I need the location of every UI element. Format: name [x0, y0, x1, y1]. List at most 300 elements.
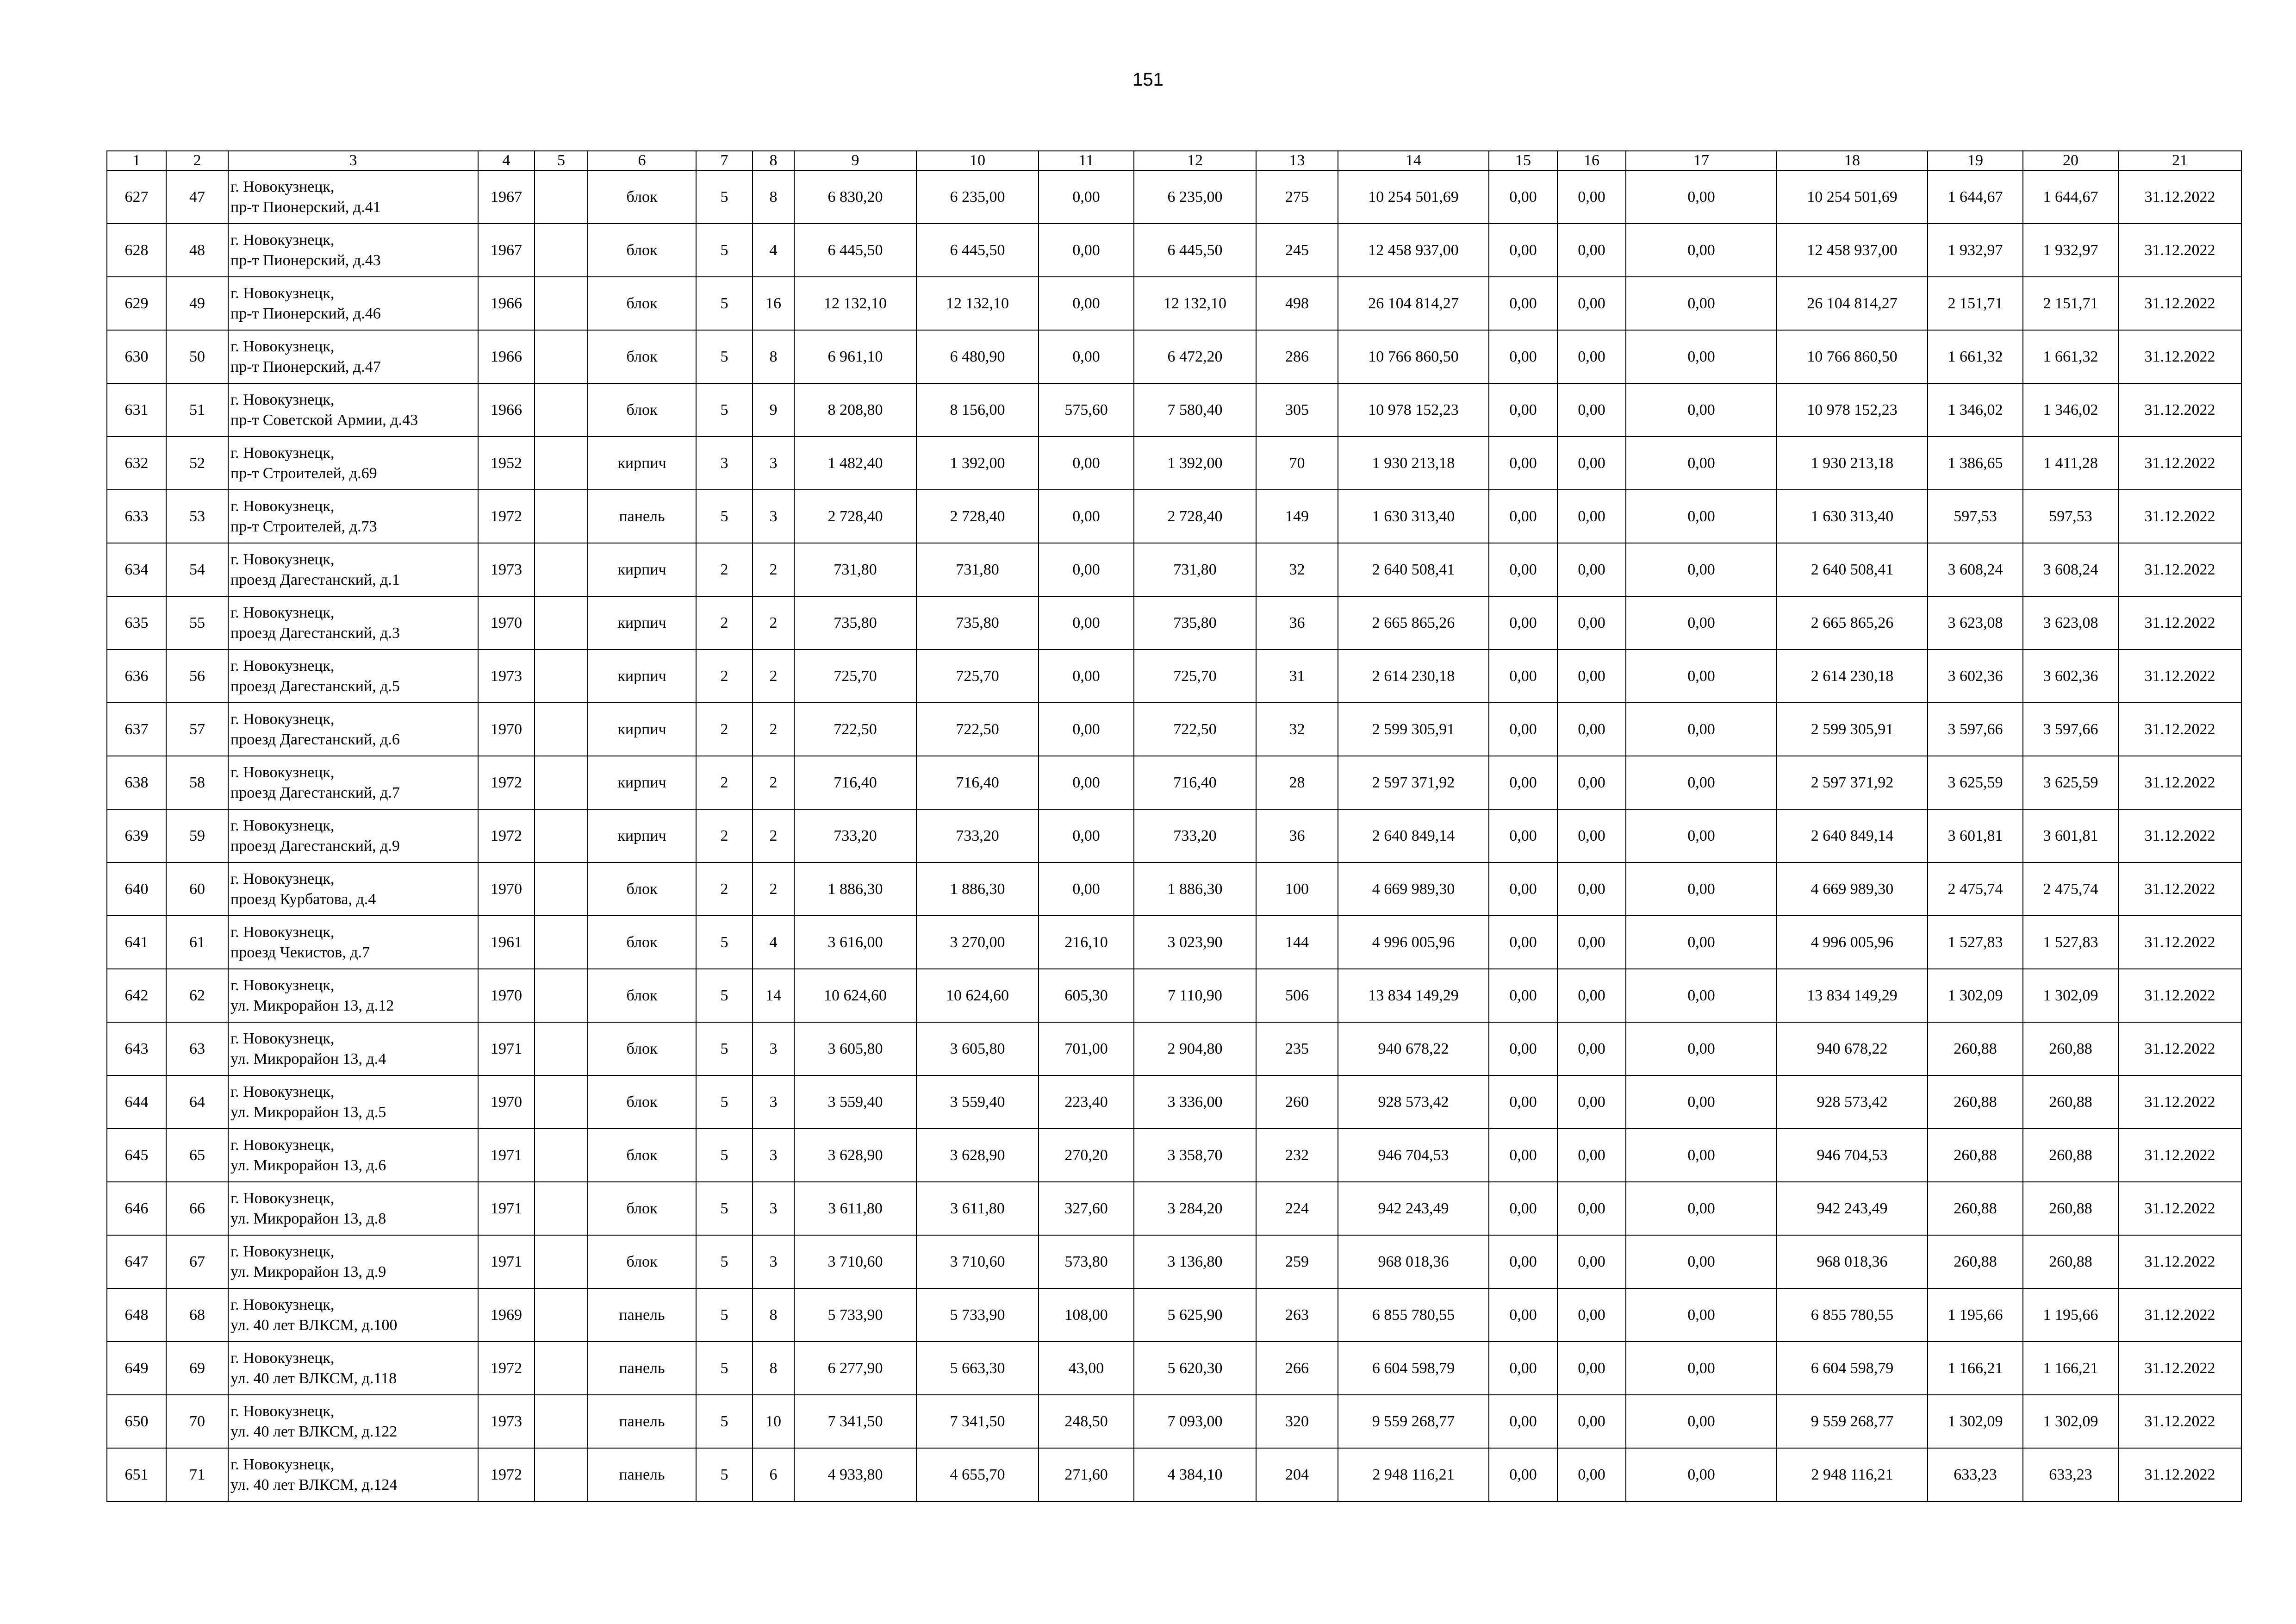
cell-col-16: 0,00 — [1557, 1235, 1626, 1288]
cell-col-19: 1 386,65 — [1928, 437, 2023, 490]
cell-col-13: 266 — [1256, 1342, 1338, 1395]
cell-col-17: 0,00 — [1626, 703, 1777, 756]
cell-col-15: 0,00 — [1489, 437, 1557, 490]
cell-col-21: 31.12.2022 — [2118, 1395, 2241, 1448]
table-row — [107, 756, 2241, 809]
cell-col-11: 0,00 — [1039, 330, 1134, 383]
address-city: г. Новокузнецк, — [230, 763, 335, 781]
cell-col-2: 48 — [166, 224, 228, 277]
cell-col-20: 1 644,67 — [2023, 170, 2118, 224]
cell-col-6: блок — [588, 330, 696, 383]
cell-col-4: 1972 — [478, 809, 535, 862]
cell-col-16: 0,00 — [1557, 1182, 1626, 1235]
cell-col-8: 3 — [753, 1182, 794, 1235]
cell-col-1: 642 — [107, 969, 166, 1022]
cell-col-2: 69 — [166, 1342, 228, 1395]
cell-col-12: 7 580,40 — [1134, 383, 1256, 437]
cell-col-11: 270,20 — [1039, 1129, 1134, 1182]
page-number: 151 — [1132, 69, 1164, 90]
column-header-19: 19 — [1928, 151, 2023, 170]
cell-col-14: 26 104 814,27 — [1338, 277, 1489, 330]
cell-col-15: 0,00 — [1489, 1075, 1557, 1129]
cell-col-12: 716,40 — [1134, 756, 1256, 809]
address-street: пр-т Строителей, д.73 — [230, 518, 377, 535]
cell-col-2: 61 — [166, 916, 228, 969]
cell-col-11: 43,00 — [1039, 1342, 1134, 1395]
address-cell — [228, 224, 478, 277]
address-city: г. Новокузнецк, — [230, 337, 335, 355]
cell-col-7: 5 — [696, 1075, 753, 1129]
address-city: г. Новокузнецк, — [230, 976, 335, 994]
cell-col-5 — [535, 1288, 588, 1342]
cell-col-14: 6 604 598,79 — [1338, 1342, 1489, 1395]
cell-col-5 — [535, 756, 588, 809]
cell-col-18: 10 254 501,69 — [1777, 170, 1928, 224]
cell-col-8: 2 — [753, 650, 794, 703]
housing-registry-table — [106, 150, 2242, 1502]
cell-col-17: 0,00 — [1626, 596, 1777, 650]
cell-col-21: 31.12.2022 — [2118, 862, 2241, 916]
address-cell — [228, 1129, 478, 1182]
cell-col-10: 5 663,30 — [916, 1342, 1039, 1395]
cell-col-12: 2 728,40 — [1134, 490, 1256, 543]
address-city: г. Новокузнецк, — [230, 1136, 335, 1154]
cell-col-5 — [535, 1129, 588, 1182]
cell-col-11: 0,00 — [1039, 170, 1134, 224]
cell-col-13: 232 — [1256, 1129, 1338, 1182]
cell-col-2: 52 — [166, 437, 228, 490]
cell-col-21: 31.12.2022 — [2118, 1288, 2241, 1342]
cell-col-10: 716,40 — [916, 756, 1039, 809]
cell-col-6: блок — [588, 1075, 696, 1129]
address-city: г. Новокузнецк, — [230, 444, 335, 462]
cell-col-2: 51 — [166, 383, 228, 437]
address-street: ул. 40 лет ВЛКСМ, д.100 — [230, 1316, 398, 1334]
cell-col-18: 946 704,53 — [1777, 1129, 1928, 1182]
cell-col-14: 10 254 501,69 — [1338, 170, 1489, 224]
cell-col-15: 0,00 — [1489, 543, 1557, 596]
address-city: г. Новокузнецк, — [230, 870, 335, 887]
cell-col-14: 10 766 860,50 — [1338, 330, 1489, 383]
address-cell — [228, 809, 478, 862]
cell-col-4: 1971 — [478, 1182, 535, 1235]
address-cell — [228, 650, 478, 703]
cell-col-6: кирпич — [588, 596, 696, 650]
cell-col-20: 597,53 — [2023, 490, 2118, 543]
cell-col-9: 2 728,40 — [794, 490, 916, 543]
table-row — [107, 1235, 2241, 1288]
cell-col-18: 2 665 865,26 — [1777, 596, 1928, 650]
cell-col-13: 31 — [1256, 650, 1338, 703]
address-street: проезд Дагестанский, д.9 — [230, 837, 400, 855]
cell-col-18: 942 243,49 — [1777, 1182, 1928, 1235]
cell-col-14: 928 573,42 — [1338, 1075, 1489, 1129]
cell-col-13: 70 — [1256, 437, 1338, 490]
cell-col-21: 31.12.2022 — [2118, 1235, 2241, 1288]
cell-col-19: 260,88 — [1928, 1182, 2023, 1235]
address-cell — [228, 1235, 478, 1288]
cell-col-14: 2 640 508,41 — [1338, 543, 1489, 596]
address-city: г. Новокузнецк, — [230, 817, 335, 834]
cell-col-10: 10 624,60 — [916, 969, 1039, 1022]
column-header-7: 7 — [696, 151, 753, 170]
address-street: проезд Дагестанский, д.5 — [230, 677, 400, 695]
cell-col-1: 647 — [107, 1235, 166, 1288]
cell-col-8: 2 — [753, 809, 794, 862]
cell-col-7: 2 — [696, 756, 753, 809]
cell-col-6: блок — [588, 1129, 696, 1182]
cell-col-2: 64 — [166, 1075, 228, 1129]
cell-col-19: 2 151,71 — [1928, 277, 2023, 330]
address-street: пр-т Пионерский, д.41 — [230, 198, 381, 216]
address-city: г. Новокузнецк, — [230, 604, 335, 621]
cell-col-17: 0,00 — [1626, 1129, 1777, 1182]
cell-col-4: 1966 — [478, 383, 535, 437]
cell-col-6: панель — [588, 490, 696, 543]
table-row — [107, 703, 2241, 756]
cell-col-1: 650 — [107, 1395, 166, 1448]
address-city: г. Новокузнецк, — [230, 923, 335, 941]
cell-col-7: 5 — [696, 224, 753, 277]
cell-col-18: 9 559 268,77 — [1777, 1395, 1928, 1448]
cell-col-10: 3 628,90 — [916, 1129, 1039, 1182]
column-header-8: 8 — [753, 151, 794, 170]
cell-col-1: 631 — [107, 383, 166, 437]
cell-col-10: 722,50 — [916, 703, 1039, 756]
cell-col-9: 6 830,20 — [794, 170, 916, 224]
cell-col-2: 54 — [166, 543, 228, 596]
cell-col-9: 10 624,60 — [794, 969, 916, 1022]
address-street: ул. Микрорайон 13, д.12 — [230, 997, 394, 1014]
cell-col-4: 1952 — [478, 437, 535, 490]
column-header-9: 9 — [794, 151, 916, 170]
cell-col-16: 0,00 — [1557, 437, 1626, 490]
cell-col-4: 1961 — [478, 916, 535, 969]
cell-col-13: 263 — [1256, 1288, 1338, 1342]
address-cell — [228, 490, 478, 543]
cell-col-21: 31.12.2022 — [2118, 703, 2241, 756]
cell-col-13: 260 — [1256, 1075, 1338, 1129]
cell-col-17: 0,00 — [1626, 224, 1777, 277]
cell-col-19: 1 932,97 — [1928, 224, 2023, 277]
cell-col-11: 216,10 — [1039, 916, 1134, 969]
cell-col-19: 260,88 — [1928, 1022, 2023, 1075]
table-row — [107, 596, 2241, 650]
cell-col-11: 0,00 — [1039, 809, 1134, 862]
column-header-5: 5 — [535, 151, 588, 170]
cell-col-20: 2 151,71 — [2023, 277, 2118, 330]
cell-col-15: 0,00 — [1489, 862, 1557, 916]
cell-col-11: 701,00 — [1039, 1022, 1134, 1075]
cell-col-16: 0,00 — [1557, 703, 1626, 756]
cell-col-21: 31.12.2022 — [2118, 650, 2241, 703]
table-row — [107, 224, 2241, 277]
cell-col-10: 8 156,00 — [916, 383, 1039, 437]
cell-col-1: 645 — [107, 1129, 166, 1182]
cell-col-19: 1 661,32 — [1928, 330, 2023, 383]
cell-col-5 — [535, 703, 588, 756]
cell-col-13: 259 — [1256, 1235, 1338, 1288]
cell-col-2: 47 — [166, 170, 228, 224]
address-street: ул. Микрорайон 13, д.9 — [230, 1263, 386, 1280]
cell-col-20: 3 623,08 — [2023, 596, 2118, 650]
address-street: ул. Микрорайон 13, д.6 — [230, 1156, 386, 1174]
cell-col-20: 1 527,83 — [2023, 916, 2118, 969]
cell-col-17: 0,00 — [1626, 437, 1777, 490]
cell-col-8: 2 — [753, 862, 794, 916]
cell-col-20: 260,88 — [2023, 1182, 2118, 1235]
cell-col-14: 2 640 849,14 — [1338, 809, 1489, 862]
cell-col-20: 1 932,97 — [2023, 224, 2118, 277]
cell-col-16: 0,00 — [1557, 650, 1626, 703]
address-city: г. Новокузнецк, — [230, 231, 335, 249]
cell-col-14: 10 978 152,23 — [1338, 383, 1489, 437]
cell-col-19: 1 195,66 — [1928, 1288, 2023, 1342]
cell-col-6: блок — [588, 1235, 696, 1288]
cell-col-6: кирпич — [588, 756, 696, 809]
cell-col-18: 12 458 937,00 — [1777, 224, 1928, 277]
cell-col-11: 108,00 — [1039, 1288, 1134, 1342]
address-street: проезд Чекистов, д.7 — [230, 943, 370, 961]
cell-col-9: 722,50 — [794, 703, 916, 756]
cell-col-18: 1 630 313,40 — [1777, 490, 1928, 543]
cell-col-12: 1 392,00 — [1134, 437, 1256, 490]
cell-col-10: 2 728,40 — [916, 490, 1039, 543]
cell-col-10: 6 480,90 — [916, 330, 1039, 383]
cell-col-12: 12 132,10 — [1134, 277, 1256, 330]
cell-col-19: 1 527,83 — [1928, 916, 2023, 969]
cell-col-4: 1973 — [478, 1395, 535, 1448]
cell-col-15: 0,00 — [1489, 596, 1557, 650]
cell-col-9: 7 341,50 — [794, 1395, 916, 1448]
cell-col-17: 0,00 — [1626, 756, 1777, 809]
column-header-12: 12 — [1134, 151, 1256, 170]
address-cell — [228, 1342, 478, 1395]
cell-col-7: 5 — [696, 1395, 753, 1448]
cell-col-7: 5 — [696, 383, 753, 437]
cell-col-13: 36 — [1256, 596, 1338, 650]
cell-col-17: 0,00 — [1626, 809, 1777, 862]
column-header-3: 3 — [228, 151, 478, 170]
cell-col-12: 731,80 — [1134, 543, 1256, 596]
cell-col-4: 1972 — [478, 756, 535, 809]
cell-col-4: 1970 — [478, 596, 535, 650]
cell-col-2: 65 — [166, 1129, 228, 1182]
cell-col-12: 7 110,90 — [1134, 969, 1256, 1022]
cell-col-7: 5 — [696, 490, 753, 543]
cell-col-20: 260,88 — [2023, 1075, 2118, 1129]
cell-col-12: 6 445,50 — [1134, 224, 1256, 277]
cell-col-11: 0,00 — [1039, 650, 1134, 703]
column-header-4: 4 — [478, 151, 535, 170]
cell-col-10: 3 710,60 — [916, 1235, 1039, 1288]
cell-col-12: 2 904,80 — [1134, 1022, 1256, 1075]
address-street: пр-т Пионерский, д.46 — [230, 305, 381, 322]
address-cell — [228, 170, 478, 224]
cell-col-16: 0,00 — [1557, 596, 1626, 650]
cell-col-20: 3 601,81 — [2023, 809, 2118, 862]
cell-col-19: 1 302,09 — [1928, 1395, 2023, 1448]
cell-col-11: 0,00 — [1039, 277, 1134, 330]
cell-col-14: 2 614 230,18 — [1338, 650, 1489, 703]
cell-col-8: 2 — [753, 543, 794, 596]
cell-col-15: 0,00 — [1489, 756, 1557, 809]
cell-col-21: 31.12.2022 — [2118, 437, 2241, 490]
cell-col-15: 0,00 — [1489, 809, 1557, 862]
cell-col-16: 0,00 — [1557, 1022, 1626, 1075]
cell-col-8: 2 — [753, 756, 794, 809]
cell-col-1: 638 — [107, 756, 166, 809]
cell-col-13: 144 — [1256, 916, 1338, 969]
table-row — [107, 543, 2241, 596]
cell-col-21: 31.12.2022 — [2118, 1448, 2241, 1501]
cell-col-12: 3 136,80 — [1134, 1235, 1256, 1288]
cell-col-17: 0,00 — [1626, 277, 1777, 330]
address-city: г. Новокузнецк, — [230, 1455, 335, 1473]
table-row — [107, 1342, 2241, 1395]
cell-col-20: 1 302,09 — [2023, 1395, 2118, 1448]
cell-col-16: 0,00 — [1557, 809, 1626, 862]
cell-col-13: 320 — [1256, 1395, 1338, 1448]
cell-col-12: 3 284,20 — [1134, 1182, 1256, 1235]
cell-col-12: 3 023,90 — [1134, 916, 1256, 969]
table-row — [107, 1022, 2241, 1075]
address-cell — [228, 756, 478, 809]
cell-col-15: 0,00 — [1489, 277, 1557, 330]
cell-col-19: 260,88 — [1928, 1235, 2023, 1288]
cell-col-16: 0,00 — [1557, 224, 1626, 277]
cell-col-5 — [535, 969, 588, 1022]
cell-col-21: 31.12.2022 — [2118, 916, 2241, 969]
cell-col-7: 5 — [696, 1235, 753, 1288]
address-street: пр-т Пионерский, д.47 — [230, 358, 381, 375]
cell-col-20: 3 597,66 — [2023, 703, 2118, 756]
cell-col-2: 68 — [166, 1288, 228, 1342]
cell-col-12: 6 235,00 — [1134, 170, 1256, 224]
cell-col-8: 2 — [753, 703, 794, 756]
cell-col-8: 9 — [753, 383, 794, 437]
cell-col-15: 0,00 — [1489, 224, 1557, 277]
cell-col-1: 632 — [107, 437, 166, 490]
cell-col-17: 0,00 — [1626, 1022, 1777, 1075]
cell-col-5 — [535, 1235, 588, 1288]
cell-col-21: 31.12.2022 — [2118, 490, 2241, 543]
cell-col-20: 1 195,66 — [2023, 1288, 2118, 1342]
cell-col-5 — [535, 1448, 588, 1501]
cell-col-15: 0,00 — [1489, 969, 1557, 1022]
cell-col-11: 271,60 — [1039, 1448, 1134, 1501]
cell-col-11: 0,00 — [1039, 543, 1134, 596]
address-cell — [228, 1448, 478, 1501]
cell-col-14: 968 018,36 — [1338, 1235, 1489, 1288]
address-city: г. Новокузнецк, — [230, 1349, 335, 1367]
cell-col-9: 4 933,80 — [794, 1448, 916, 1501]
address-street: пр-т Советской Армии, д.43 — [230, 411, 418, 429]
cell-col-5 — [535, 1342, 588, 1395]
cell-col-1: 649 — [107, 1342, 166, 1395]
cell-col-21: 31.12.2022 — [2118, 383, 2241, 437]
address-street: пр-т Строителей, д.69 — [230, 464, 377, 482]
address-street: проезд Дагестанский, д.3 — [230, 624, 400, 642]
cell-col-16: 0,00 — [1557, 1129, 1626, 1182]
cell-col-7: 5 — [696, 1182, 753, 1235]
cell-col-14: 2 948 116,21 — [1338, 1448, 1489, 1501]
address-city: г. Новокузнецк, — [230, 1030, 335, 1047]
address-street: проезд Дагестанский, д.7 — [230, 784, 400, 801]
address-city: г. Новокузнецк, — [230, 657, 335, 675]
cell-col-2: 49 — [166, 277, 228, 330]
cell-col-8: 3 — [753, 437, 794, 490]
cell-col-5 — [535, 1075, 588, 1129]
cell-col-8: 3 — [753, 1022, 794, 1075]
cell-col-13: 305 — [1256, 383, 1338, 437]
cell-col-13: 149 — [1256, 490, 1338, 543]
cell-col-9: 1 886,30 — [794, 862, 916, 916]
cell-col-17: 0,00 — [1626, 916, 1777, 969]
cell-col-5 — [535, 490, 588, 543]
cell-col-15: 0,00 — [1489, 650, 1557, 703]
address-cell — [228, 1288, 478, 1342]
cell-col-14: 4 669 989,30 — [1338, 862, 1489, 916]
cell-col-18: 6 604 598,79 — [1777, 1342, 1928, 1395]
cell-col-9: 6 961,10 — [794, 330, 916, 383]
cell-col-12: 4 384,10 — [1134, 1448, 1256, 1501]
cell-col-14: 4 996 005,96 — [1338, 916, 1489, 969]
cell-col-2: 60 — [166, 862, 228, 916]
table-row — [107, 437, 2241, 490]
cell-col-13: 224 — [1256, 1182, 1338, 1235]
cell-col-1: 633 — [107, 490, 166, 543]
cell-col-18: 928 573,42 — [1777, 1075, 1928, 1129]
cell-col-5 — [535, 330, 588, 383]
cell-col-17: 0,00 — [1626, 650, 1777, 703]
cell-col-15: 0,00 — [1489, 1395, 1557, 1448]
table-body — [107, 170, 2241, 1501]
cell-col-1: 637 — [107, 703, 166, 756]
cell-col-2: 67 — [166, 1235, 228, 1288]
column-header-1: 1 — [107, 151, 166, 170]
cell-col-19: 3 602,36 — [1928, 650, 2023, 703]
cell-col-9: 1 482,40 — [794, 437, 916, 490]
address-city: г. Новокузнецк, — [230, 1083, 335, 1100]
address-street: ул. 40 лет ВЛКСМ, д.124 — [230, 1476, 398, 1493]
cell-col-2: 66 — [166, 1182, 228, 1235]
cell-col-6: панель — [588, 1342, 696, 1395]
cell-col-7: 5 — [696, 916, 753, 969]
cell-col-14: 942 243,49 — [1338, 1182, 1489, 1235]
cell-col-4: 1972 — [478, 1342, 535, 1395]
cell-col-8: 6 — [753, 1448, 794, 1501]
cell-col-9: 3 616,00 — [794, 916, 916, 969]
cell-col-8: 10 — [753, 1395, 794, 1448]
cell-col-14: 1 630 313,40 — [1338, 490, 1489, 543]
cell-col-17: 0,00 — [1626, 543, 1777, 596]
address-city: г. Новокузнецк, — [230, 1189, 335, 1207]
cell-col-7: 5 — [696, 277, 753, 330]
cell-col-13: 36 — [1256, 809, 1338, 862]
cell-col-1: 629 — [107, 277, 166, 330]
address-street: ул. 40 лет ВЛКСМ, д.122 — [230, 1423, 398, 1440]
cell-col-4: 1970 — [478, 1075, 535, 1129]
cell-col-9: 12 132,10 — [794, 277, 916, 330]
cell-col-11: 573,80 — [1039, 1235, 1134, 1288]
column-header-20: 20 — [2023, 151, 2118, 170]
cell-col-4: 1971 — [478, 1129, 535, 1182]
cell-col-6: кирпич — [588, 543, 696, 596]
cell-col-4: 1966 — [478, 330, 535, 383]
cell-col-18: 13 834 149,29 — [1777, 969, 1928, 1022]
cell-col-10: 725,70 — [916, 650, 1039, 703]
